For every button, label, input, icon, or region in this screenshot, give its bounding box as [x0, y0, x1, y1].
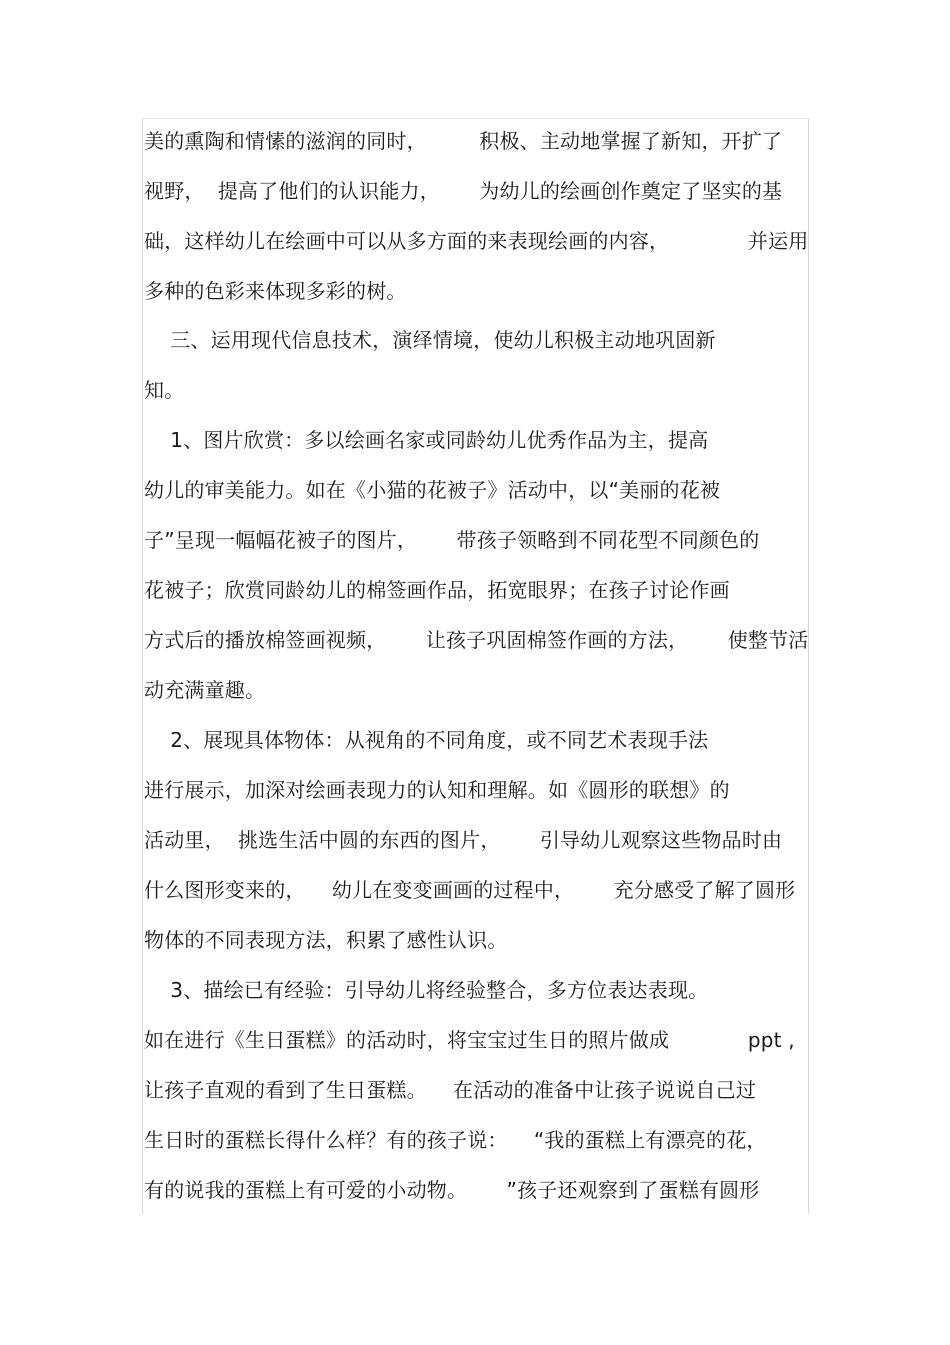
text-line-1: 美的熏陶和情愫的滋润的同时， 积极、主动地掌握了新知，开扩了: [144, 129, 783, 153]
text-line-17: 物体的不同表现方法，积累了感性认识。: [144, 928, 508, 952]
text-line-8: 幼儿的审美能力。如在《小猫的花被子》活动中，以“美丽的花被: [144, 478, 721, 502]
text-line-15: 活动里， 挑选生活中圆的东西的图片， 引导幼儿观察这些物品时由: [144, 828, 783, 852]
text-line-3: 础，这样幼儿在绘画中可以从多方面的来表现绘画的内容， 并运用: [144, 229, 809, 253]
text-line-20: 让孩子直观的看到了生日蛋糕。 在活动的准备中让孩子说说自己过: [144, 1078, 757, 1102]
item-heading-3: 3、描绘已有经验：引导幼儿将经验整合，多方位表达表现。: [144, 978, 709, 1002]
text-line-12: 动充满童趣。: [144, 678, 266, 702]
text-line-21: 生日时的蛋糕长得什么样？有的孩子说： “我的蛋糕上有漂亮的花，: [144, 1128, 767, 1152]
text-line-4: 多种的色彩来体现多彩的树。: [144, 279, 407, 303]
text-line-11: 方式后的播放棉签画视频， 让孩子巩固棉签作画的方法， 使整节活: [144, 628, 809, 652]
text-line-22: 有的说我的蛋糕上有可爱的小动物。 ”孩子还观察到了蛋糕有圆形: [144, 1178, 760, 1202]
text-line-9: 子”呈现一幅幅花被子的图片， 带孩子领略到不同花型不同颜色的: [144, 528, 760, 552]
item-heading-2: 2、展现具体物体：从视角的不同角度，或不同艺术表现手法: [144, 728, 709, 752]
text-line-19: 如在进行《生日蛋糕》的活动时，将宝宝过生日的照片做成 ppt ,: [144, 1028, 795, 1052]
text-line-16: 什么图形变来的， 幼儿在变变画画的过程中， 充分感受了解了圆形: [144, 878, 796, 902]
item-heading-1: 1、图片欣赏：多以绘画名家或同龄幼儿优秀作品为主，提高: [144, 428, 709, 452]
text-line-2: 视野， 提高了他们的认识能力， 为幼儿的绘画创作奠定了坚实的基: [144, 179, 783, 203]
text-line-6: 知。: [144, 378, 185, 402]
section-heading-3: 三、运用现代信息技术，演绎情境，使幼儿积极主动地巩固新: [144, 328, 716, 352]
text-line-10: 花被子；欣赏同龄幼儿的棉签画作品，拓宽眼界；在孩子讨论作画: [144, 578, 730, 602]
text-line-14: 进行展示，加深对绘画表现力的认知和理解。如《圆形的联想》的: [144, 778, 730, 802]
